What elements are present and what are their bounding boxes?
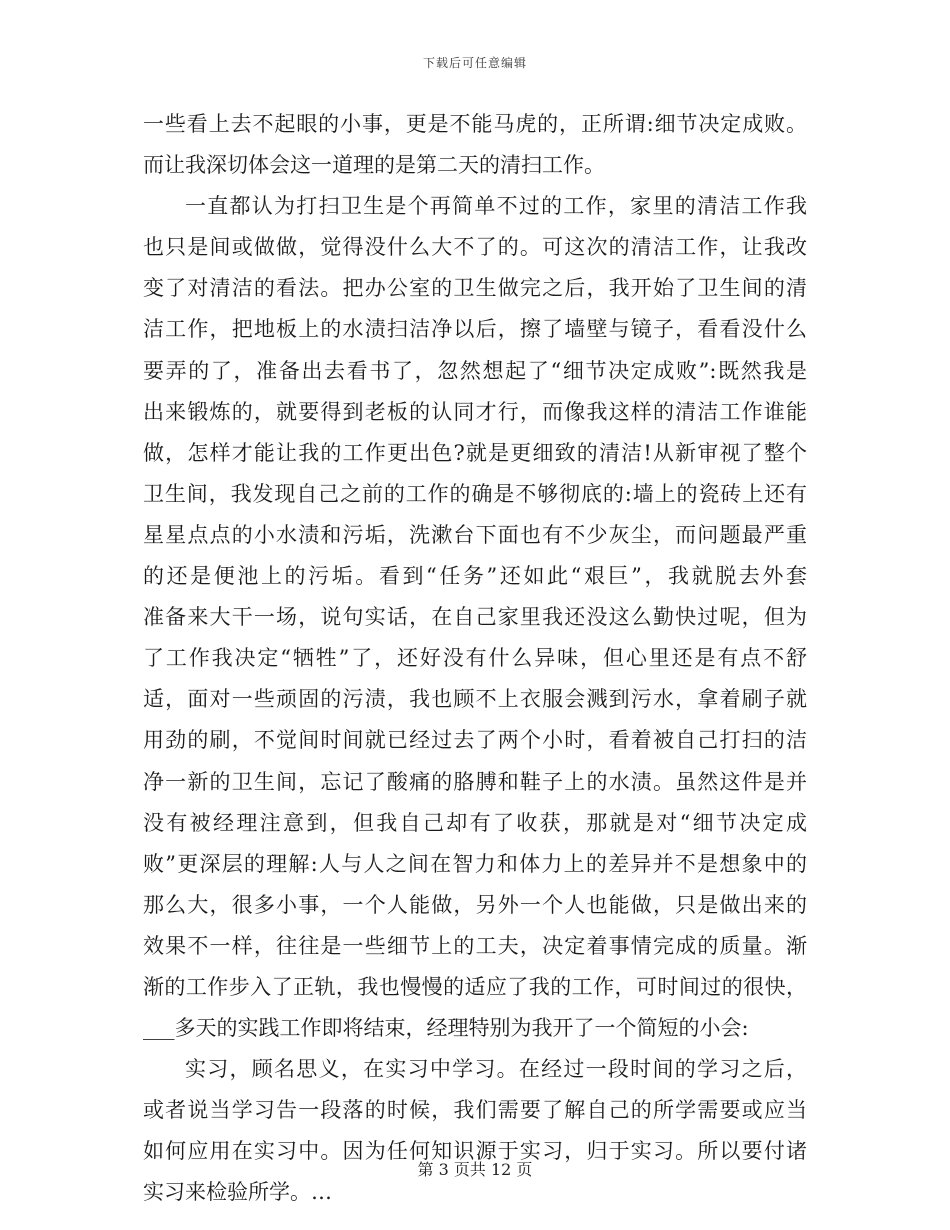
page-number: 第 3 页共 12 页 bbox=[417, 1160, 533, 1179]
text-line: 净一新的卫生间，忘记了酸痛的胳膊和鞋子上的水渍。虽然这件是并 bbox=[143, 769, 807, 794]
text-line: 或者说当学习告一段落的时候，我们需要了解自己的所学需要或应当 bbox=[143, 1098, 807, 1123]
text-line: 适，面对一些顽固的污渍，我也顾不上衣服会溅到污水，拿着刷子就 bbox=[143, 687, 807, 712]
text-line: 星星点点的小水渍和污垢，洗漱台下面也有不少灰尘，而问题最严重 bbox=[143, 522, 807, 547]
text-line: 的还是便池上的污垢。看到“任务”还如此“艰巨”，我就脱去外套 bbox=[143, 564, 807, 589]
text-line: 用劲的刷，不觉间时间就已经过去了两个小时，看着被自己打扫的洁 bbox=[143, 728, 807, 753]
text-line: 那么大，很多小事，一个人能做，另外一个人也能做，只是做出来的 bbox=[143, 892, 807, 917]
text-line: 要弄的了，准备出去看书了，忽然想起了“细节决定成败”:既然我是 bbox=[143, 358, 807, 383]
text-line: 而让我深切体会这一道理的是第二天的清扫工作。 bbox=[143, 153, 605, 178]
text-line: ___多天的实践工作即将结束，经理特别为我开了一个简短的小会: bbox=[143, 1016, 749, 1041]
text-line: 也只是间或做做，觉得没什么大不了的。可这次的清洁工作，让我改 bbox=[143, 235, 807, 260]
text-line: 出来锻炼的，就要得到老板的认同才行，而像我这样的清洁工作谁能 bbox=[143, 399, 807, 424]
document-body bbox=[143, 104, 807, 1214]
text-line: 洁工作，把地板上的水渍扫洁净以后，擦了墙壁与镜子，看看没什么 bbox=[143, 317, 807, 342]
page-header-note: 下载后可任意编辑 bbox=[422, 56, 527, 70]
text-line: 实习来检验所学。… bbox=[143, 1180, 332, 1205]
text-line: 卫生间，我发现自己之前的工作的确是不够彻底的:墙上的瓷砖上还有 bbox=[143, 481, 807, 506]
text-line: 实习，顾名思义，在实习中学习。在经过一段时间的学习之后， bbox=[185, 1057, 807, 1082]
text-line: 做，怎样才能让我的工作更出色?就是更细致的清洁!从新审视了整个 bbox=[143, 440, 807, 465]
text-line: 渐的工作步入了正轨，我也慢慢的适应了我的工作，可时间过的很快， bbox=[143, 974, 807, 999]
text-line: 变了对清洁的看法。把办公室的卫生做完之后，我开始了卫生间的清 bbox=[143, 276, 807, 301]
text-line: 准备来大干一场，说句实话，在自己家里我还没这么勤快过呢，但为 bbox=[143, 605, 807, 630]
text-line: 一些看上去不起眼的小事，更是不能马虎的，正所谓:细节决定成败。 bbox=[143, 112, 807, 136]
text-line: 败”更深层的理解:人与人之间在智力和体力上的差异并不是想象中的 bbox=[143, 851, 807, 876]
text-line: 效果不一样，往往是一些细节上的工夫，决定着事情完成的质量。渐 bbox=[143, 933, 807, 958]
text-line: 如何应用在实习中。因为任何知识源于实习，归于实习。所以要付诸 bbox=[143, 1139, 807, 1164]
text-line: 一直都认为打扫卫生是个再简单不过的工作，家里的清洁工作我 bbox=[185, 194, 807, 219]
text-line: 没有被经理注意到，但我自己却有了收获，那就是对“细节决定成 bbox=[143, 810, 807, 835]
text-line: 了工作我决定“牺牲”了，还好没有什么异味，但心里还是有点不舒 bbox=[143, 646, 807, 671]
